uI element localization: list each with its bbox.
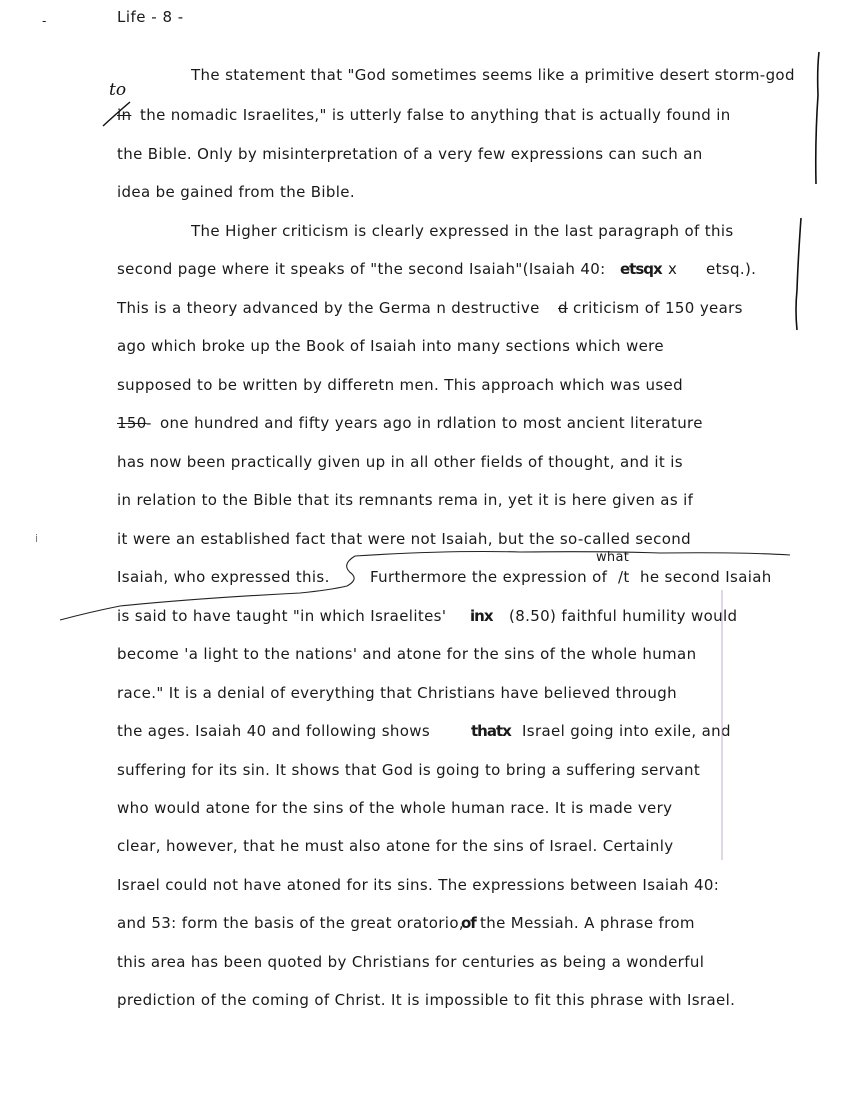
line-10: one hundred and fifty years ago in rdlation to most ancient literature: [160, 414, 703, 432]
connector-stroke: [60, 556, 355, 620]
margin-tick: i: [35, 532, 39, 545]
line-18: the ages. Isaiah 40 and following shows: [117, 722, 431, 740]
margin-bracket-1: [816, 52, 819, 184]
struck-word-in: in: [117, 106, 132, 124]
line-3: the Bible. Only by misinterpretation of a very few expressions can such an: [117, 145, 703, 163]
line-6: second page where it speaks of "the second Isaiah"(Isaiah 40:: [117, 260, 606, 278]
line-15b: (8.50) faithful humility would: [509, 607, 738, 625]
line-14b: Furthermore the expression of: [370, 568, 608, 586]
line-13: it were an established fact that were not Isaiah, but the so-called second: [117, 530, 691, 548]
line-14c: he second Isaiah: [640, 568, 772, 586]
line-25: prediction of the coming of Christ. It is impossible to fit this phrase with Israel.: [117, 991, 736, 1009]
page-header: Life - 8 -: [117, 8, 184, 26]
caret-to: [103, 102, 130, 126]
slash-t: /t: [618, 568, 630, 586]
line-8: ago which broke up the Book of Isaiah into many sections which were: [117, 337, 664, 355]
line-19: suffering for its sin. It shows that God is going to bring a suffering servant: [117, 761, 701, 779]
line-16: become 'a light to the nations' and atone for the sins of the whole human: [117, 645, 697, 663]
line-5: The Higher criticism is clearly expressed in the last paragraph of this: [191, 222, 734, 240]
interlinear-what: what: [596, 550, 630, 565]
line-20: who would atone for the sins of the whole human race. It is made very: [117, 799, 673, 817]
line-6b: etsq.).: [706, 260, 757, 278]
line-15: is said to have taught "in which Israelites': [117, 607, 447, 625]
line-23: and 53: form the basis of the great oratorio,: [117, 914, 464, 932]
line-12: in relation to the Bible that its remnants rema in, yet it is here given as if: [117, 491, 694, 509]
line-22: Israel could not have atoned for its sins. The expressions between Isaiah 40:: [117, 876, 720, 894]
line-14: Isaiah, who expressed this.: [117, 568, 330, 586]
line-17: race." It is a denial of everything that Christians have believed through: [117, 684, 678, 702]
line-2: the nomadic Israelites," is utterly false to anything that is actually found in: [140, 106, 731, 124]
line-11: has now been practically given up in all other fields of thought, and it is: [117, 453, 683, 471]
line-18b: Israel going into exile, and: [522, 722, 731, 740]
line-4: idea be gained from the Bible.: [117, 183, 356, 201]
line-1: The statement that "God sometimes seems like a primitive desert storm-god: [191, 66, 795, 84]
margin-bracket-2: [796, 218, 801, 330]
line-24: this area has been quoted by Christians for centuries as being a wonderful: [117, 953, 705, 971]
underline-so-called: [355, 552, 790, 557]
line-21: clear, however, that he must also atone for the sins of Israel. Certainly: [117, 837, 674, 855]
overtyped-etsqx: etsqx: [620, 260, 662, 278]
x-mark: x: [668, 260, 678, 278]
stray-mark: -: [42, 14, 47, 28]
overtyped-inx: inx: [470, 607, 493, 625]
overtyped-of: of: [461, 914, 476, 932]
line-7: This is a theory advanced by the Germa n destructive: [117, 299, 540, 317]
line-9: supposed to be written by differetn men. This approach which was used: [117, 376, 683, 394]
line-23b: the Messiah. A phrase from: [480, 914, 695, 932]
dash-after-150: -: [146, 414, 152, 432]
overtyped-thatx: thatx: [471, 722, 511, 740]
handwritten-to: to: [109, 80, 127, 100]
struck-150: 150: [117, 414, 147, 432]
struck-d: d: [558, 299, 568, 317]
line-7b: criticism of 150 years: [573, 299, 743, 317]
